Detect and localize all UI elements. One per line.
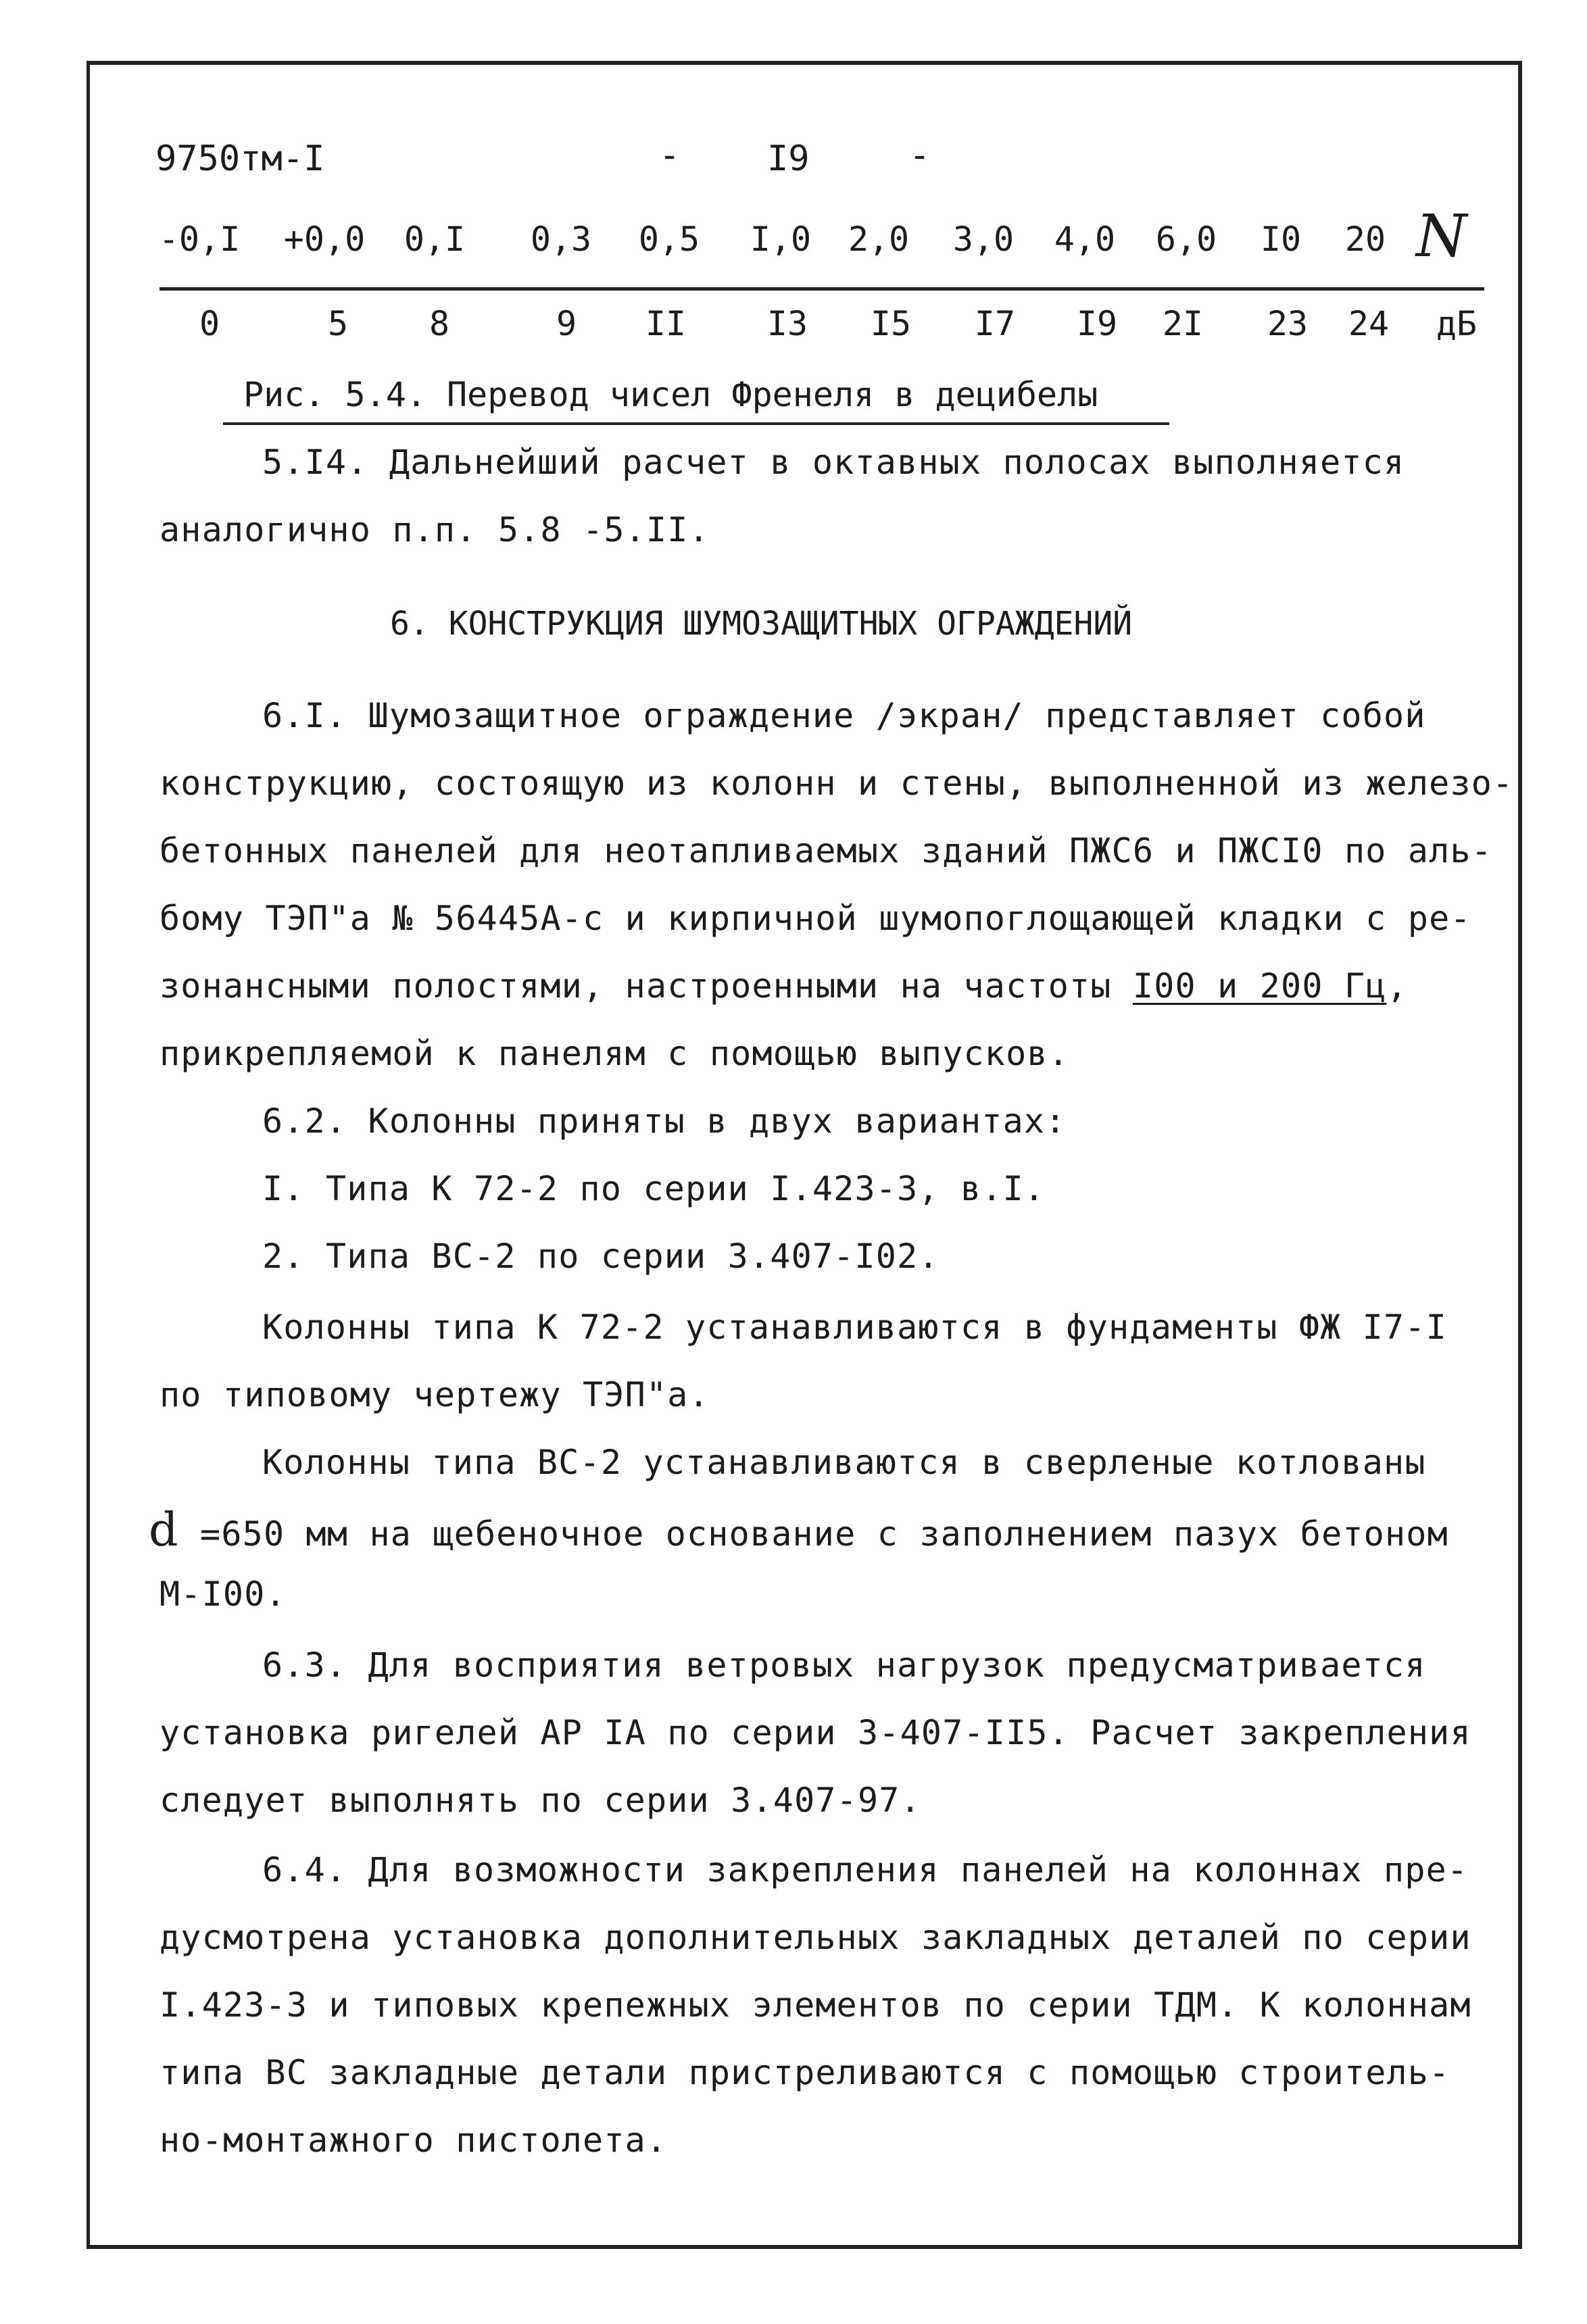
fresnel-value: 0,3 [530, 220, 592, 259]
paragraph-6-4-line-3: I.423-3 и типовых крепежных элементов по серии ТДМ. К колоннам [160, 1985, 1471, 2025]
fresnel-value: I,0 [750, 220, 812, 259]
page-number-dash-right: - [909, 135, 931, 176]
paragraph-bc2-line-1: Колонны типа ВС-2 устанавливаются в сверленые котлованы [262, 1443, 1426, 1482]
list-item-2: 2. Типа ВС-2 по серии 3.407-I02. [262, 1237, 939, 1276]
paragraph-6-1-line-2: конструкцию, состоящую из колонн и стены, выполненной из железо- [160, 764, 1514, 803]
page-number-dash-left: - [659, 135, 681, 176]
decibel-value: I5 [870, 304, 912, 343]
decibel-unit: дБ [1436, 304, 1478, 343]
paragraph-6-1-line-1: 6.I. Шумозащитное ограждение /экран/ представляет собой [262, 696, 1426, 735]
decibel-value: 24 [1348, 304, 1390, 343]
paragraph-5-14-line-1: 5.I4. Дальнейший расчет в октавных полосах выполняется [262, 443, 1405, 482]
paragraph-6-3-line-3: следует выполнять по серии 3.407-97. [160, 1781, 921, 1820]
fresnel-number-symbol: N [1416, 203, 1467, 270]
fresnel-value: 0,5 [638, 220, 700, 259]
fresnel-value: 6,0 [1155, 220, 1217, 259]
fresnel-value: I0 [1260, 220, 1302, 259]
decibel-value: 0 [199, 304, 220, 343]
paragraph-6-2: 6.2. Колонны приняты в двух вариантах: [262, 1102, 1067, 1141]
paragraph-6-1-line-3: бетонных панелей для неотапливаемых зданий ПЖС6 и ПЖСI0 по аль- [160, 831, 1493, 870]
decibel-value: I7 [974, 304, 1016, 343]
fresnel-value: 4,0 [1054, 220, 1116, 259]
decibel-value: I3 [766, 304, 808, 343]
paragraph-5-14-line-2: аналогично п.п. 5.8 -5.II. [160, 510, 710, 549]
frequencies-underlined: I00 и 200 Гц [1132, 966, 1387, 1006]
fresnel-value: 20 [1344, 220, 1386, 259]
paragraph-6-1-line-4: бому ТЭП"а № 56445А-с и кирпичной шумопоглощающей кладки с ре- [160, 899, 1471, 938]
fresnel-value: 2,0 [848, 220, 910, 259]
figure-caption: Рис. 5.4. Перевод чисел Френеля в децибелы [243, 375, 1098, 414]
paragraph-6-1-line-5-comma: , [1386, 966, 1408, 1006]
fresnel-value: 3,0 [952, 220, 1015, 259]
paragraph-k72-line-1: Колонны типа К 72-2 устанавливаются в фундаменты ФЖ I7-I [262, 1308, 1447, 1347]
fresnel-value: +0,0 [283, 220, 366, 259]
decibel-value: 8 [429, 304, 450, 343]
scale-divider-line [160, 287, 1484, 291]
document-code: 9750тм-I [155, 139, 325, 179]
caption-underline [223, 422, 1169, 425]
paragraph-6-1-line-6: прикрепляемой к панелям с помощью выпусков. [160, 1034, 1070, 1073]
paragraph-6-3-line-1: 6.3. Для восприятия ветровых нагрузок предусматривается [262, 1646, 1426, 1685]
decibel-value: 2I [1162, 304, 1204, 343]
paragraph-6-1-line-5-text: зонансными полостями, настроенными на частоты [160, 966, 1133, 1006]
diameter-symbol: d [149, 1504, 179, 1557]
decibel-value: 5 [327, 304, 349, 343]
paragraph-bc2-line-3: М-I00. [160, 1575, 287, 1614]
decibel-value: 9 [556, 304, 577, 343]
decibel-value: 23 [1267, 304, 1309, 343]
paragraph-6-4-line-5: но-монтажного пистолета. [160, 2121, 668, 2160]
decibel-value: II [645, 304, 687, 343]
paragraph-6-4-line-4: типа ВС закладные детали пристреливаются с помощью строитель- [160, 2053, 1450, 2092]
page-number: I9 [767, 139, 810, 179]
decibel-value: I9 [1076, 304, 1118, 343]
list-item-1: I. Типа К 72-2 по серии I.423-3, в.I. [262, 1169, 1046, 1208]
fresnel-value: -0,I [158, 220, 241, 259]
section-heading: 6. КОНСТРУКЦИЯ ШУМОЗАЩИТНЫХ ОГРАЖДЕНИЙ [390, 605, 1133, 643]
paragraph-6-4-line-2: дусмотрена установка дополнительных закладных деталей по серии [160, 1918, 1471, 1957]
paragraph-6-4-line-1: 6.4. Для возможности закрепления панелей на колоннах пре- [262, 1850, 1469, 1889]
paragraph-bc2-line-2-text: =650 мм на щебеночное основание с заполнением пазух бетоном [178, 1514, 1448, 1554]
paragraph-bc2-line-2 [149, 1504, 1448, 1557]
paragraph-k72-line-2: по типовому чертежу ТЭП"а. [160, 1375, 710, 1414]
paragraph-6-1-line-5 [160, 966, 1408, 1006]
fresnel-value: 0,I [404, 220, 466, 259]
paragraph-6-3-line-2: установка ригелей АР IА по серии 3-407-II5. Расчет закрепления [160, 1713, 1471, 1752]
